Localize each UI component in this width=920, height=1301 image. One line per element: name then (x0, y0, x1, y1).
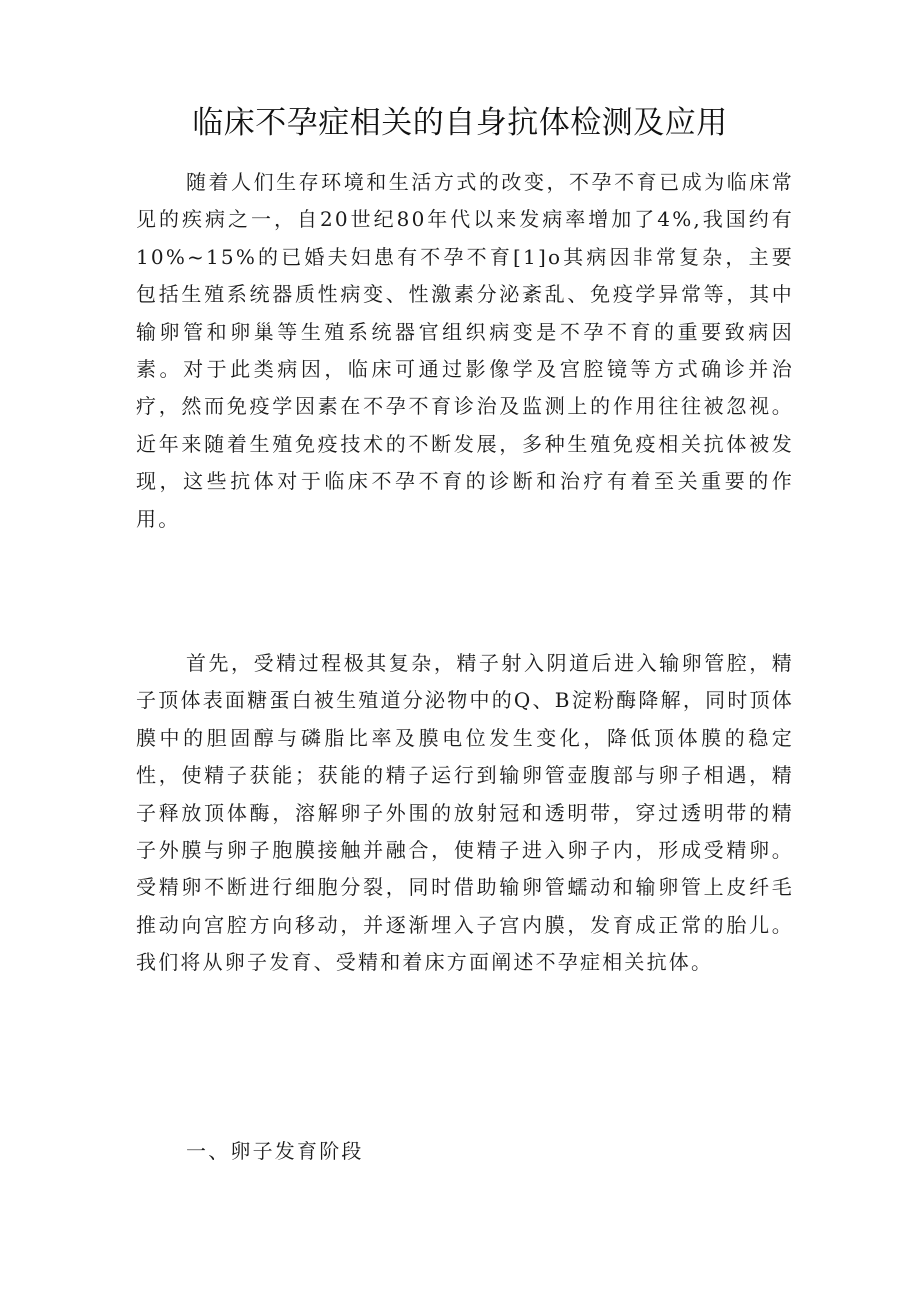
section-heading: 一、卵子发育阶段 (186, 1139, 364, 1163)
document-title: 临床不孕症相关的自身抗体检测及应用 (192, 105, 728, 141)
paragraph-fertilization-process: 首先，受精过程极其复杂，精子射入阴道后进入输卵管腔，精子顶体表面糖蛋白被生殖道分泌物中的Q、B淀粉酶降解，同时顶体膜中的胆固醇与磷脂比率及膜电位发生变化，降低顶体膜的稳定性，使精子获能；获能的精子运行到输卵管壶腹部与卵子相遇，精子释放顶体酶，溶解卵子外围的放射冠和透明带，穿过透明带的精子外膜与卵子胞膜接触并融合，使精子进入卵子内，形成受精卵。受精卵不断进行细胞分裂，同时借助输卵管蠕动和输卵管上皮纤毛推动向宫腔方向移动，并逐渐埋入子宫内膜，发育成正常的胎儿。我们将从卵子发育、受精和着床方面阐述不孕症相关抗体。 (136, 651, 794, 975)
paragraph-introduction: 随着人们生存环境和生活方式的改变，不孕不育已成为临床常见的疾病之一，自20世纪80年代以来发病率增加了4%,我国约有10%~15%的已婚夫妇患有不孕不育[1]o其病因非常复杂，主要包括生殖系统器质性病变、性激素分泌紊乱、免疫学异常等，其中输卵管和卵巢等生殖系统器官组织病变是不孕不育的重要致病因素。对于此类病因，临床可通过影像学及宫腔镜等方式确诊并治疗，然而免疫学因素在不孕不育诊治及监测上的作用往往被忽视。近年来随着生殖免疫技术的不断发展，多种生殖免疫相关抗体被发现，这些抗体对于临床不孕不育的诊断和治疗有着至关重要的作用。 (136, 170, 794, 531)
